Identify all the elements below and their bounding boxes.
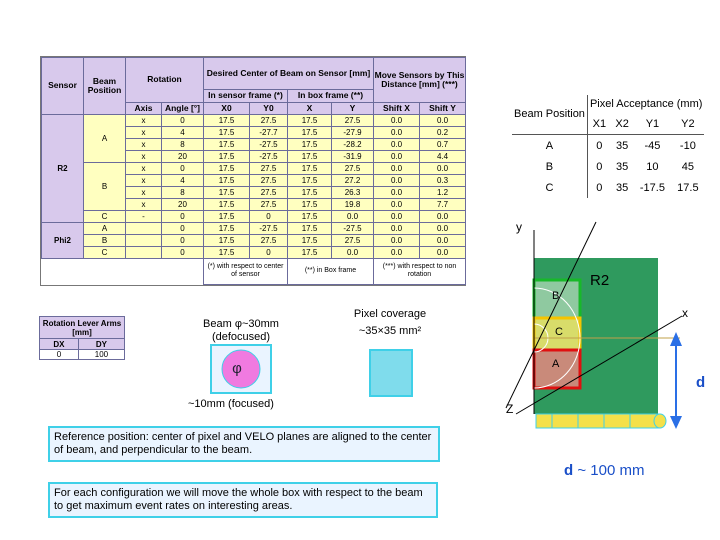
cell-x0: 17.5 xyxy=(204,234,250,246)
cell-axis: x xyxy=(126,150,162,162)
beam-position-cell: C xyxy=(84,246,126,258)
rotation-lever-title: Rotation Lever Arms [mm] xyxy=(40,317,125,339)
beam-position-cell: A xyxy=(84,222,126,234)
acc-value: -17.5 xyxy=(639,181,665,194)
cell-y0: 0 xyxy=(250,210,288,222)
cell-x: 17.5 xyxy=(288,174,332,186)
cell-y0: 27.5 xyxy=(250,174,288,186)
cell-y: 27.2 xyxy=(332,174,374,186)
table-row xyxy=(42,162,466,174)
cell-sy: 0.0 xyxy=(420,210,466,222)
cell-axis: x xyxy=(126,126,162,138)
cell-sx: 0.0 xyxy=(374,150,420,162)
acc-value: 17.5 xyxy=(677,181,699,194)
cell-axis: x xyxy=(126,198,162,210)
cell-sy: 0.0 xyxy=(420,246,466,258)
configuration-note: For each configuration we will move the whole box with respect to the beam to get maximum event rates on interesting areas. xyxy=(48,482,438,518)
acc-value: -10 xyxy=(671,135,704,157)
acc-value: 0 xyxy=(587,156,610,177)
cell-sx: 0.0 xyxy=(374,234,420,246)
header-y0: Y0 xyxy=(250,102,288,114)
acc-value: 35 xyxy=(611,135,634,157)
cell-angle: 0 xyxy=(162,234,204,246)
acc-row xyxy=(512,177,704,198)
header-angle: Angle [°] xyxy=(162,102,204,114)
cell-x0: 17.5 xyxy=(204,222,250,234)
acc-row-name: C xyxy=(545,181,554,194)
cell-axis: x xyxy=(126,162,162,174)
header-x: X xyxy=(288,102,332,114)
cell-x0: 17.5 xyxy=(204,198,250,210)
cell-axis: x xyxy=(126,138,162,150)
d-arrow-head-down xyxy=(670,416,682,429)
cell-angle: 8 xyxy=(162,138,204,150)
cell-angle: 0 xyxy=(162,210,204,222)
table-row xyxy=(42,234,466,246)
cell-sy: 0.7 xyxy=(420,138,466,150)
cell-x: 17.5 xyxy=(288,198,332,210)
cell-sx: 0.0 xyxy=(374,246,420,258)
cell-sx: 0.0 xyxy=(374,222,420,234)
cell-sx: 0.0 xyxy=(374,162,420,174)
rotation-lever-dy-value: 100 xyxy=(78,350,124,360)
beam-cylinder-cap xyxy=(654,414,666,428)
cell-axis: x xyxy=(126,186,162,198)
footnote-non-rotation: (***) with respect to non rotation xyxy=(374,258,466,284)
cell-y: 27.5 xyxy=(332,114,374,126)
cell-y: -31.9 xyxy=(332,150,374,162)
cell-sx: 0.0 xyxy=(374,126,420,138)
header-desired-center: Desired Center of Beam on Sensor [mm] xyxy=(204,58,374,90)
cell-y: 0.0 xyxy=(332,246,374,258)
region-b-label: B xyxy=(552,290,560,302)
acc-row xyxy=(512,135,704,157)
cell-y0: 27.5 xyxy=(250,162,288,174)
cell-y0: 27.5 xyxy=(250,186,288,198)
acc-value: 35 xyxy=(616,160,629,173)
cell-sy: 0.0 xyxy=(420,234,466,246)
footnote-box-frame: (**) in Box frame xyxy=(288,258,374,284)
cell-sy: 7.7 xyxy=(420,198,466,210)
cell-y: -27.9 xyxy=(332,126,374,138)
cell-x: 17.5 xyxy=(288,234,332,246)
beam-position-cell: A xyxy=(84,114,126,162)
cell-sx: 0.0 xyxy=(374,198,420,210)
cell-sy: 0.2 xyxy=(420,126,466,138)
d-distance-symbol: d xyxy=(564,462,574,479)
sensor-cell: Phi2 xyxy=(42,222,84,258)
cell-y0: -27.7 xyxy=(250,126,288,138)
d-label: d xyxy=(696,374,706,391)
header-beam-position: Beam Position xyxy=(84,58,126,115)
cell-y: -28.2 xyxy=(332,138,374,150)
cell-x0: 17.5 xyxy=(204,150,250,162)
cell-y: 0.0 xyxy=(332,210,374,222)
acc-value: 45 xyxy=(681,160,694,173)
region-a-label: A xyxy=(552,358,560,370)
cell-axis xyxy=(126,222,162,234)
phi-symbol: φ xyxy=(232,360,242,377)
cell-x: 17.5 xyxy=(288,150,332,162)
cell-sy: 0.0 xyxy=(420,222,466,234)
acc-row xyxy=(512,156,704,177)
acc-col-header: X2 xyxy=(615,117,629,130)
beam-position-cell: C xyxy=(84,210,126,222)
x-axis-label: x xyxy=(682,306,688,320)
header-axis: Axis xyxy=(126,102,162,114)
table-row xyxy=(42,246,466,258)
cell-axis xyxy=(126,246,162,258)
cell-axis: x xyxy=(126,174,162,186)
cell-x0: 17.5 xyxy=(204,114,250,126)
pixel-acceptance-table xyxy=(512,95,704,198)
rotation-lever-dx-value: 0 xyxy=(40,350,79,360)
header-sensor-frame: In sensor frame (*) xyxy=(204,89,288,102)
beam-position-rows xyxy=(42,114,466,258)
header-sensor: Sensor xyxy=(42,58,84,115)
cell-axis xyxy=(126,234,162,246)
cell-axis: - xyxy=(126,210,162,222)
pixel-coverage-label: Pixel coverage ~35×35 mm² xyxy=(353,308,427,337)
cell-axis: x xyxy=(126,114,162,126)
cell-sx: 0.0 xyxy=(374,210,420,222)
beam-cylinder xyxy=(536,414,660,428)
cell-x: 17.5 xyxy=(288,210,332,222)
acc-rows xyxy=(512,135,704,199)
cell-y: 27.5 xyxy=(332,162,374,174)
cell-y: -27.5 xyxy=(332,222,374,234)
z-axis-label: Z xyxy=(506,402,514,416)
header-y: Y xyxy=(332,102,374,114)
rotation-lever-table xyxy=(39,316,125,360)
acc-beam-position-label: Beam Position xyxy=(514,108,585,120)
cell-y0: -27.5 xyxy=(250,150,288,162)
cell-angle: 20 xyxy=(162,198,204,210)
cell-angle: 0 xyxy=(162,246,204,258)
cell-sy: 0.3 xyxy=(420,174,466,186)
cell-x: 17.5 xyxy=(288,138,332,150)
r2-label: R2 xyxy=(590,272,610,289)
cell-y0: 27.5 xyxy=(250,114,288,126)
cell-x0: 17.5 xyxy=(204,174,250,186)
table-row xyxy=(42,210,466,222)
d-distance-note xyxy=(564,462,644,479)
cell-x0: 17.5 xyxy=(204,126,250,138)
cell-x: 17.5 xyxy=(288,114,332,126)
cell-y: 19.8 xyxy=(332,198,374,210)
table-row xyxy=(42,114,466,126)
table-row xyxy=(42,222,466,234)
acc-value: 0 xyxy=(587,177,610,198)
acc-title: Pixel Acceptance (mm) xyxy=(587,95,704,113)
header-x0: X0 xyxy=(204,102,250,114)
cell-x0: 17.5 xyxy=(204,138,250,150)
cell-sx: 0.0 xyxy=(374,186,420,198)
y-axis-label: y xyxy=(516,220,522,234)
cell-sy: 0.0 xyxy=(420,114,466,126)
beam-position-grid xyxy=(41,57,466,285)
cell-y0: 27.5 xyxy=(250,234,288,246)
cell-x0: 17.5 xyxy=(204,162,250,174)
cell-sy: 0.0 xyxy=(420,162,466,174)
acc-col-header: X1 xyxy=(587,113,610,135)
acc-value: 10 xyxy=(646,160,659,173)
acc-col-header: Y1 xyxy=(645,117,660,130)
acc-value: -45 xyxy=(634,135,672,157)
header-rotation: Rotation xyxy=(126,58,204,103)
beam-focused-label: ~10mm (focused) xyxy=(188,398,274,410)
region-c-label: C xyxy=(555,326,563,338)
pixel-coverage-square xyxy=(369,349,413,397)
acc-col-header: Y2 xyxy=(681,117,695,130)
acc-row-name: B xyxy=(545,160,554,173)
header-move-sensors: Move Sensors by This Distance [mm] (***) xyxy=(374,58,466,103)
cell-angle: 4 xyxy=(162,174,204,186)
beam-position-table xyxy=(40,56,466,286)
cell-sy: 1.2 xyxy=(420,186,466,198)
beam-defocused-label: Beam φ~30mm (defocused) xyxy=(203,318,279,343)
cell-sy: 4.4 xyxy=(420,150,466,162)
cell-y: 26.3 xyxy=(332,186,374,198)
sensor-cell: R2 xyxy=(42,114,84,222)
cell-y0: 27.5 xyxy=(250,198,288,210)
cell-x: 17.5 xyxy=(288,222,332,234)
acc-value: 35 xyxy=(616,181,629,194)
header-shift-x: Shift X xyxy=(374,102,420,114)
cell-sx: 0.0 xyxy=(374,114,420,126)
cell-x0: 17.5 xyxy=(204,186,250,198)
cell-y: 27.5 xyxy=(332,234,374,246)
cell-y0: -27.5 xyxy=(250,222,288,234)
cell-x: 17.5 xyxy=(288,126,332,138)
rotation-lever-dx-label: DX xyxy=(40,339,79,350)
cell-y0: -27.5 xyxy=(250,138,288,150)
cell-x: 17.5 xyxy=(288,186,332,198)
acc-row-name: A xyxy=(512,135,587,157)
beam-position-cell: B xyxy=(84,234,126,246)
cell-angle: 0 xyxy=(162,114,204,126)
d-distance-value: ~ 100 mm xyxy=(573,462,645,479)
footnote-sensor-frame: (*) with respect to center of sensor xyxy=(204,258,288,284)
cell-sx: 0.0 xyxy=(374,174,420,186)
cell-x0: 17.5 xyxy=(204,246,250,258)
cell-sx: 0.0 xyxy=(374,138,420,150)
cell-angle: 8 xyxy=(162,186,204,198)
cell-x0: 17.5 xyxy=(204,210,250,222)
cell-angle: 0 xyxy=(162,162,204,174)
header-shift-y: Shift Y xyxy=(420,102,466,114)
header-box-frame: In box frame (**) xyxy=(288,89,374,102)
cell-x: 17.5 xyxy=(288,162,332,174)
cell-angle: 20 xyxy=(162,150,204,162)
d-arrow-head-up xyxy=(670,332,682,346)
cell-angle: 0 xyxy=(162,222,204,234)
cell-y0: 0 xyxy=(250,246,288,258)
acc-value: 0 xyxy=(587,135,610,157)
cell-angle: 4 xyxy=(162,126,204,138)
cell-x: 17.5 xyxy=(288,246,332,258)
sensor-diagram xyxy=(496,218,720,430)
rotation-lever-dy-label: DY xyxy=(78,339,124,350)
beam-position-cell: B xyxy=(84,162,126,210)
reference-note: Reference position: center of pixel and VELO planes are aligned to the center of beam, and perpendicular to the beam. xyxy=(48,426,440,462)
